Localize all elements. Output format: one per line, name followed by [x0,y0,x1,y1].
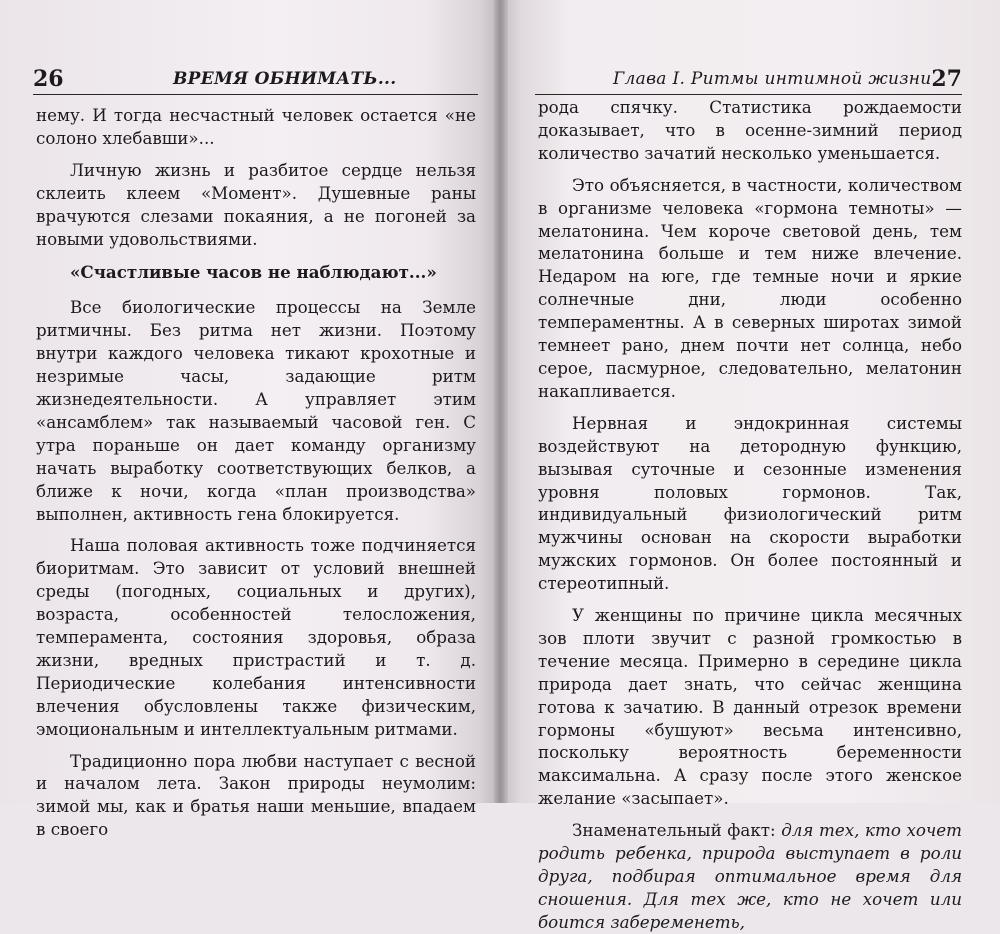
left-page-body [36,104,476,841]
left-paragraph-1: Личную жизнь и разбитое сердце нельзя склеить клеем «Момент». Душевные раны врачуются слезами покаяния, а не погоней за новыми удовольствиями. [36,159,476,249]
left-running-title: ВРЕМЯ ОБНИМАТЬ... [173,69,397,89]
right-paragraph-2: Нервная и эндокринная системы воздействуют на детородную функцию, вызывая суточные и сезонные изменения уровня половых гормонов. Так, индивидуальный физиологический ритм мужчины основан на скорости выработки мужских гормонов. Он более постоянный и стереотипный. [538,412,962,594]
left-page-number: 26 [33,66,64,92]
left-page [0,0,500,840]
left-paragraph-0: нему. И тогда несчастный человек остается «не солоно хлебавши»... [36,105,476,148]
left-paragraph-4: Традиционно пора любви наступает с весной и началом лета. Закон природы неумолим: зимой мы, как и братья наши меньшие, впадаем в своего [36,750,476,840]
right-paragraph-1: Это объясняется, в частности, количеством в организме человека «гормона темноты» — мелатонина. Чем короче световой день, тем мелатонина больше и тем ниже влечение. Недаром на юге, где темные ночи и яркие солнечные дни, люди особенно темпераментны. А в северных широтах зимой темнеет рано, днем почти нет солнца, небо серое, пасмурное, следовательно, мелатонин накапливается. [538,174,962,401]
left-paragraph-2: Все биологические процессы на Земле ритмичны. Без ритма нет жизни. Поэтому внутри каждого человека тикают крохотные и незримые часы, задающие ритм жизнедеятельности. А управляет этим «ансамблем» так называемый часовой ген. С утра пораньше он дает команду организму начать выработку соответствующих белков, а ближе к ночи, когда «план производства» выполнен, активность гена блокируется. [36,297,476,524]
right-paragraph-4-lead: Знаменательный факт: [572,820,782,841]
right-page-header [535,66,962,94]
right-running-title: Глава I. Ритмы интимной жизни [613,69,932,89]
right-paragraph-0: рода спячку. Статистика рождаемости доказывает, что в осенне-зимний период количество зачатий несколько уменьшается. [538,97,962,163]
book-gutter [494,0,508,803]
section-heading: «Счастливые часов не наблюдают...» [70,262,437,283]
right-paragraph-4 [538,819,962,934]
right-paragraph-3: У женщины по причине цикла месячных зов плоти звучит с разной громкостью в течение месяца. Примерно в середине цикла природа дает знать, что сейчас женщина готова к зачатию. В данный отрезок времени гормоны «бушуют» весьма интенсивно, поскольку вероятность беременности максимальна. А сразу после этого женское желание «засыпает». [538,605,962,809]
left-header-rule [33,94,478,95]
left-page-header [33,66,478,94]
right-page-number: 27 [931,66,962,92]
right-header-rule [535,94,962,95]
right-page-body [538,96,962,934]
left-paragraph-3: Наша половая активность тоже подчиняется биоритмам. Это зависит от условий внешней среды (погодных, социальных и других), возраста, особенностей телосложения, темперамента, состояния здоровья, образа жизни, вредных пристрастий и т. д. Периодические колебания интенсивности влечения обусловлены также физическим, эмоциональным и интеллектуальным ритмами. [36,535,476,739]
right-paragraph-4-italic: для тех, кто хочет родить ребенка, природа выступает в роли друга, подбирая оптимальное время для сношения. Для тех же, кто не хочет или боится забеременеть, [538,820,962,932]
